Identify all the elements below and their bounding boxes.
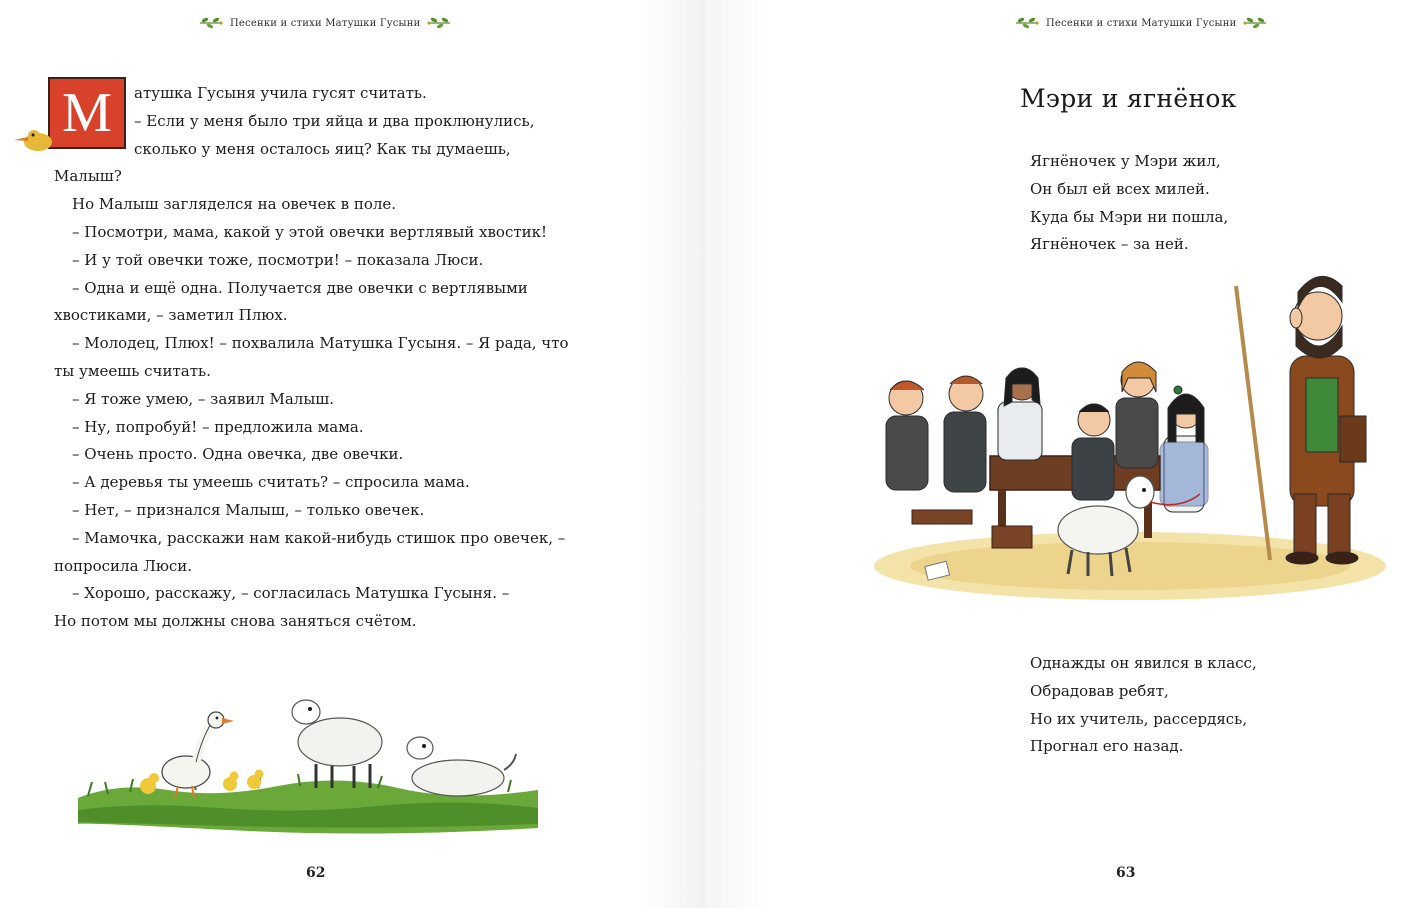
running-head-text: Песенки и стихи Матушки Гусыни <box>230 17 421 29</box>
paragraph: – И у той овечки тоже, посмотри! – показала Люси. <box>72 250 484 269</box>
running-head-right <box>1014 16 1268 30</box>
classroom-illustration <box>872 266 1392 606</box>
poem-stanza <box>1030 148 1228 259</box>
paragraph: – Очень просто. Одна овечка, две овечки. <box>72 445 404 464</box>
paragraph: – Мамочка, расскажи нам какой-нибудь стишок про овечек, – <box>72 528 566 547</box>
running-head-text: Песенки и стихи Матушки Гусыни <box>1046 17 1237 29</box>
paragraph: атушка Гусыня учила гусят считать. <box>134 84 427 102</box>
story-text <box>54 80 594 636</box>
running-head-left <box>198 16 452 30</box>
poem-line: Он был ей всех милей. <box>1030 179 1210 198</box>
poem-line: Обрадовав ребят, <box>1030 681 1169 700</box>
leaf-sprig-icon <box>426 16 452 30</box>
paragraph: Но потом мы должны снова заняться счётом. <box>54 612 417 631</box>
paragraph: – Я тоже умею, – заявил Малыш. <box>72 389 334 408</box>
poem-title: Мэри и ягнёнок <box>1020 84 1237 113</box>
paragraph: – Хорошо, расскажу, – согласилась Матушка Гусыня. – <box>72 584 510 603</box>
paragraph: хвостиками, – заметил Плюх. <box>54 306 288 325</box>
paragraph: – Ну, попробуй! – предложила мама. <box>72 417 364 436</box>
paragraph: сколько у меня осталось яиц? Как ты думаешь, <box>134 139 511 158</box>
paragraph: – А деревья ты умеешь считать? – спросила мама. <box>72 473 470 492</box>
poem-line: Куда бы Мэри ни пошла, <box>1030 207 1229 226</box>
goose-and-sheep-illustration <box>78 678 538 838</box>
poem-line: Ягнёночек у Мэри жил, <box>1030 152 1221 170</box>
paragraph: – Нет, – признался Малыш, – только овечек. <box>72 500 425 519</box>
paragraph: попросила Люси. <box>54 556 193 575</box>
poem-stanza <box>1030 650 1257 761</box>
page-number: 62 <box>306 865 326 881</box>
poem-line: Однажды он явился в класс, <box>1030 654 1257 672</box>
paragraph: ты умеешь считать. <box>54 361 211 380</box>
leaf-sprig-icon <box>1242 16 1268 30</box>
leaf-sprig-icon <box>198 16 224 30</box>
poem-line: Прогнал его назад. <box>1030 737 1184 756</box>
poem-line: Но их учитель, рассердясь, <box>1030 709 1248 728</box>
paragraph: – Одна и ещё одна. Получается две овечки с вертлявыми <box>72 278 528 297</box>
right-page <box>704 0 1408 908</box>
paragraph: – Если у меня было три яйца и два проклюнулись, <box>134 111 535 130</box>
leaf-sprig-icon <box>1014 16 1040 30</box>
page-number: 63 <box>1116 865 1136 881</box>
paragraph: – Молодец, Плюх! – похвалила Матушка Гусыня. – Я рада, что <box>72 334 569 353</box>
paragraph: Но Малыш загляделся на овечек в поле. <box>72 195 397 214</box>
paragraph: Малыш? <box>54 167 122 186</box>
duck-icon <box>8 124 52 152</box>
paragraph: – Посмотри, мама, какой у этой овечки вертлявый хвостик! <box>72 222 548 241</box>
drop-cap: М <box>48 77 126 149</box>
poem-line: Ягнёночек – за ней. <box>1030 235 1189 254</box>
